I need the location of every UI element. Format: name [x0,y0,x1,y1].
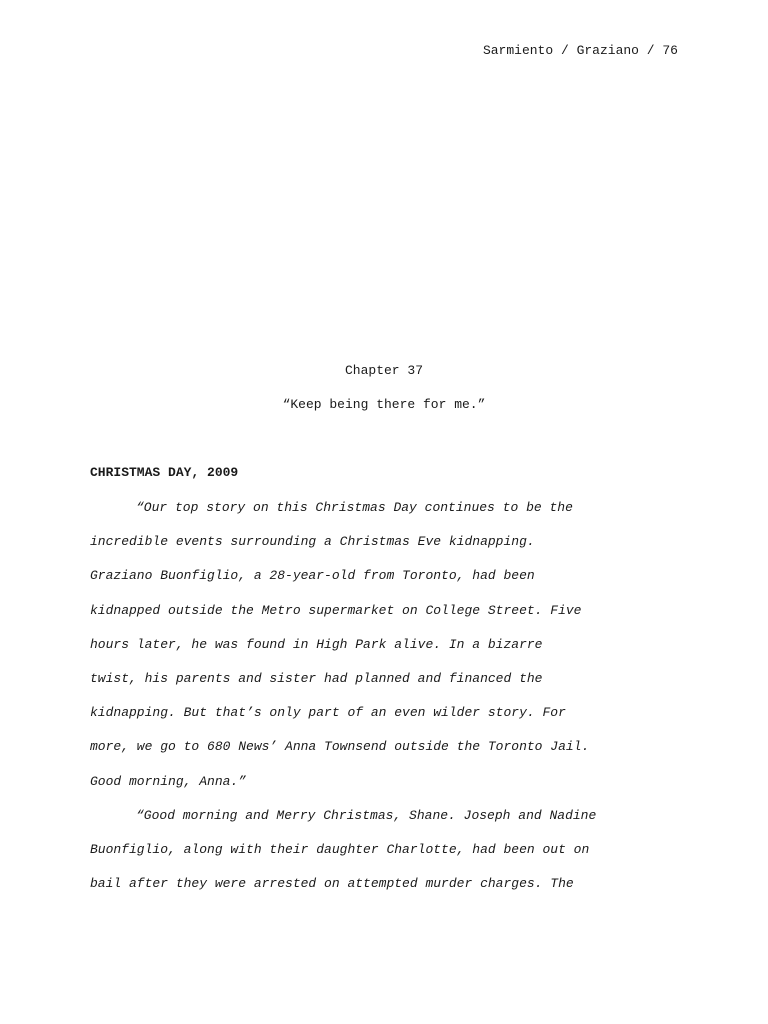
paragraph-line: kidnapped outside the Metro supermarket on College Street. Five [90,602,582,618]
paragraph-line: more, we go to 680 News’ Anna Townsend outside the Toronto Jail. [90,739,590,755]
body-text [90,499,690,909]
running-header: Sarmiento / Graziano / 76 [482,43,678,58]
paragraph-line: “Our top story on this Christmas Day continues to be the [136,500,573,515]
paragraph-line: hours later, he was found in High Park alive. In a bizarre [90,636,543,652]
paragraph-line: incredible events surrounding a Christmas Eve kidnapping. [90,534,535,550]
chapter-subtitle: “Keep being there for me.” [282,397,486,412]
paragraph-line: Buonfiglio, along with their daughter Charlotte, had been out on [90,841,590,857]
paragraph-line: Good morning, Anna.” [90,773,247,789]
paragraph-line: Graziano Buonfiglio, a 28-year-old from Toronto, had been [90,568,535,584]
paragraph-line: bail after they were arrested on attempted murder charges. The [90,876,574,892]
section-heading: CHRISTMAS DAY, 2009 [90,465,239,480]
chapter-title: Chapter 37 [344,363,423,378]
paragraph-line: kidnapping. But that’s only part of an even wilder story. For [90,705,566,721]
paragraph-line: “Good morning and Merry Christmas, Shane. Joseph and Nadine [136,807,597,823]
paragraph-line: twist, his parents and sister had planned and financed the [90,670,543,686]
